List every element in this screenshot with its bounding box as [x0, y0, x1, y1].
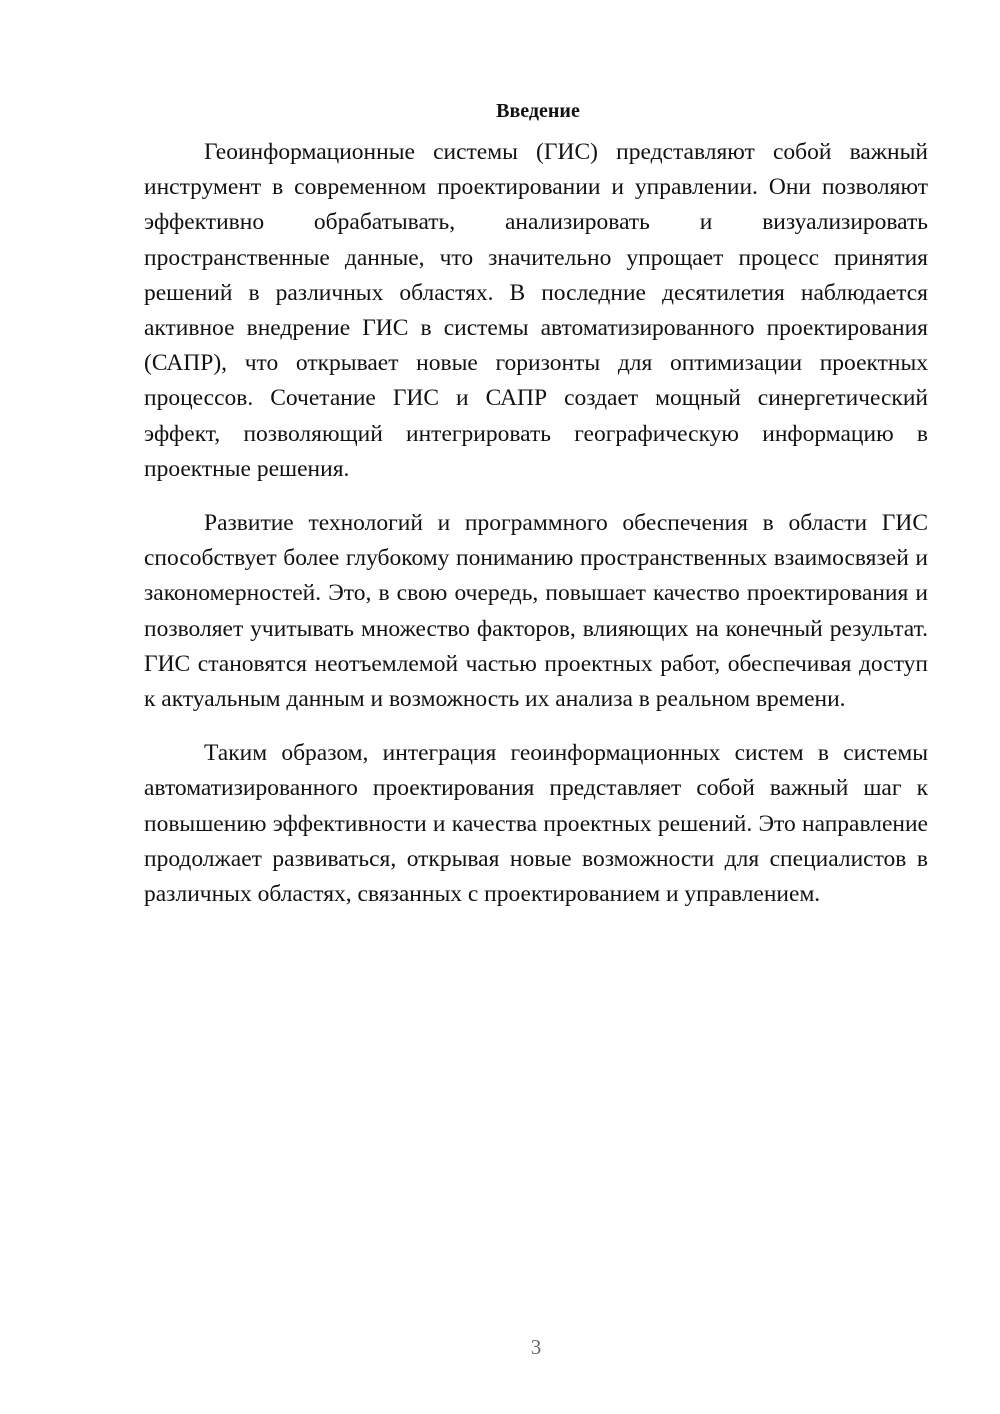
- paragraph-3: Таким образом, интеграция геоинформационных систем в системы автоматизированного проектирования представляет собой важный шаг к повышению эффективности и качества проектных решений. Это направление продолжает развиваться, открывая новые возможности для специалистов в различных областях, связанных с проектированием и управлением.: [144, 740, 928, 908]
- section-title: Введение: [496, 100, 580, 122]
- page-number: 3: [530, 1335, 542, 1359]
- paragraph-1: Геоинформационные системы (ГИС) представляют собой важный инструмент в современном проектировании и управлении. Они позволяют эффективно обрабатывать, анализировать и визуализировать пространственные данные, что значительно упрощает процесс принятия решений в различных областях. В последние десятилетия наблюдается активное внедрение ГИС в системы автоматизированного проектирования (САПР), что открывает новые горизонты для оптимизации проектных процессов. Сочетание ГИС и САПР создает мощный синергетический эффект, позволяющий интегрировать географическую информацию в проектные решения.: [144, 139, 928, 482]
- document-body: [144, 96, 928, 931]
- paragraph-2: Развитие технологий и программного обеспечения в области ГИС способствует более глубокому пониманию пространственных взаимосвязей и закономерностей. Это, в свою очередь, повышает качество проектирования и позволяет учитывать множество факторов, влияющих на конечный результат. ГИС становятся неотъемлемой частью проектных работ, обеспечивая доступ к актуальным данным и возможность их анализа в реальном времени.: [144, 510, 928, 713]
